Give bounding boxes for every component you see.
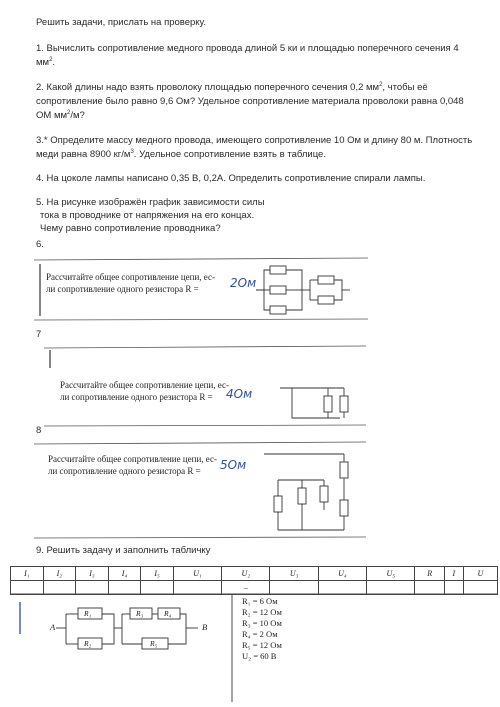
col-I2: I₂ xyxy=(43,567,76,581)
task7-line1: Рассчитайте общее сопротивление цепи, ес- xyxy=(60,380,230,390)
cell-R[interactable] xyxy=(415,581,445,595)
r3-label: R₃ xyxy=(136,609,144,618)
given-r1: R₁ = 6 Ом xyxy=(242,596,278,606)
answer-table-row xyxy=(11,581,498,595)
col-I: I xyxy=(445,567,464,581)
task8-handwritten-value: 5Ом xyxy=(220,458,247,472)
task6-line1: Рассчитайте общее сопротивление цепи, ес- xyxy=(46,272,216,282)
task5-line1: 5. На рисунке изображён график зависимости силы xyxy=(36,197,265,208)
col-U2: U₂ xyxy=(222,567,270,581)
given-r3: R₃ = 10 Ом xyxy=(242,618,282,628)
col-U5: U₅ xyxy=(367,567,415,581)
task7-handwritten-value: 4Ом xyxy=(226,387,253,401)
col-U1: U₁ xyxy=(173,567,221,581)
cell-I3[interactable] xyxy=(76,581,109,595)
task1-line1: 1. Вычислить сопротивление медного провода длиной 5 ки и площадью поперечного сечения 4 xyxy=(36,43,459,54)
col-R: R xyxy=(415,567,445,581)
col-I4: I₄ xyxy=(108,567,141,581)
task8-scan xyxy=(34,440,366,540)
task2-line2: сопротивление было равно 9,6 Ом? Удельное сопротивление материала проволоки равна 0,048 xyxy=(36,96,464,107)
cell-I1[interactable] xyxy=(11,581,44,595)
task6-handwritten-value: 2Ом xyxy=(230,276,257,290)
task6-label: 6. xyxy=(36,239,44,250)
task3-line1: 3.* Определите массу медного провода, имеющего сопротивление 10 Ом и длину 80 м. Плотность xyxy=(36,135,473,146)
r1-label: R₁ xyxy=(84,609,92,618)
cell-I5[interactable] xyxy=(141,581,174,595)
given-r4: R₄ = 2 Ом xyxy=(242,629,278,639)
r4-label: R₄ xyxy=(164,609,172,618)
task2-line1: 2. Какой длины надо взять проволоку площадью поперечного сечения 0,2 $мм^2$, чтобы её xyxy=(36,82,428,93)
cell-U[interactable] xyxy=(463,581,497,595)
cell-I[interactable] xyxy=(445,581,464,595)
r2-label: R₂ xyxy=(84,639,92,648)
task6-scan xyxy=(34,256,368,322)
given-r5: R₅ = 12 Ом xyxy=(242,640,282,650)
task9-title: 9. Решить задачу и заполнить табличку xyxy=(36,545,211,556)
col-U4: U₄ xyxy=(318,567,366,581)
cell-U2[interactable]: – xyxy=(222,581,270,595)
col-I5: I₅ xyxy=(141,567,174,581)
cell-U1[interactable] xyxy=(173,581,221,595)
answer-table xyxy=(10,566,498,595)
col-U3: U₃ xyxy=(270,567,318,581)
col-U: U xyxy=(463,567,497,581)
task1-line2: $мм^2$. xyxy=(36,57,56,68)
task8-label: 8 xyxy=(36,425,42,436)
given-u2: U₂ = 60 В xyxy=(242,651,277,661)
cell-U5[interactable] xyxy=(367,581,415,595)
cell-I4[interactable] xyxy=(108,581,141,595)
task7-scan xyxy=(44,342,366,428)
task8-line2: ли сопротивление одного резистора R = xyxy=(48,466,201,476)
task5-line3: Чему равно сопротивление проводника? xyxy=(40,223,221,234)
header: Решить задачи, прислать на проверку. xyxy=(36,17,206,28)
task8-line1: Рассчитайте общее сопротивление цепи, ес- xyxy=(48,454,218,464)
answer-table-header xyxy=(11,567,498,581)
col-I1: I₁ xyxy=(11,567,44,581)
circuit-node-b: B xyxy=(202,622,208,632)
cell-I2[interactable] xyxy=(43,581,76,595)
task6-line2: ли сопротивление одного резистора R = xyxy=(46,284,199,294)
task5-line2: тока в проводнике от напряжения на его концах. xyxy=(40,210,255,221)
cell-U4[interactable] xyxy=(318,581,366,595)
r5-label: R₅ xyxy=(150,639,158,648)
task4-line1: 4. На цоколе лампы написано 0,35 В, 0,2А. Определить сопротивление спирали лампы. xyxy=(36,173,426,184)
task2-line3: ОМ $мм^2/м$? xyxy=(36,110,85,121)
task3-line2: меди равна 8900 $кг/м^3$. Удельное сопротивление взять в таблице. xyxy=(36,149,326,160)
cell-U3[interactable] xyxy=(270,581,318,595)
circuit-node-a: A xyxy=(50,622,56,632)
task7-line2: ли сопротивление одного резистора R = xyxy=(60,392,213,402)
col-I3: I₃ xyxy=(76,567,109,581)
task7-label: 7 xyxy=(36,329,42,340)
given-r2: R₂ = 12 Ом xyxy=(242,607,282,617)
